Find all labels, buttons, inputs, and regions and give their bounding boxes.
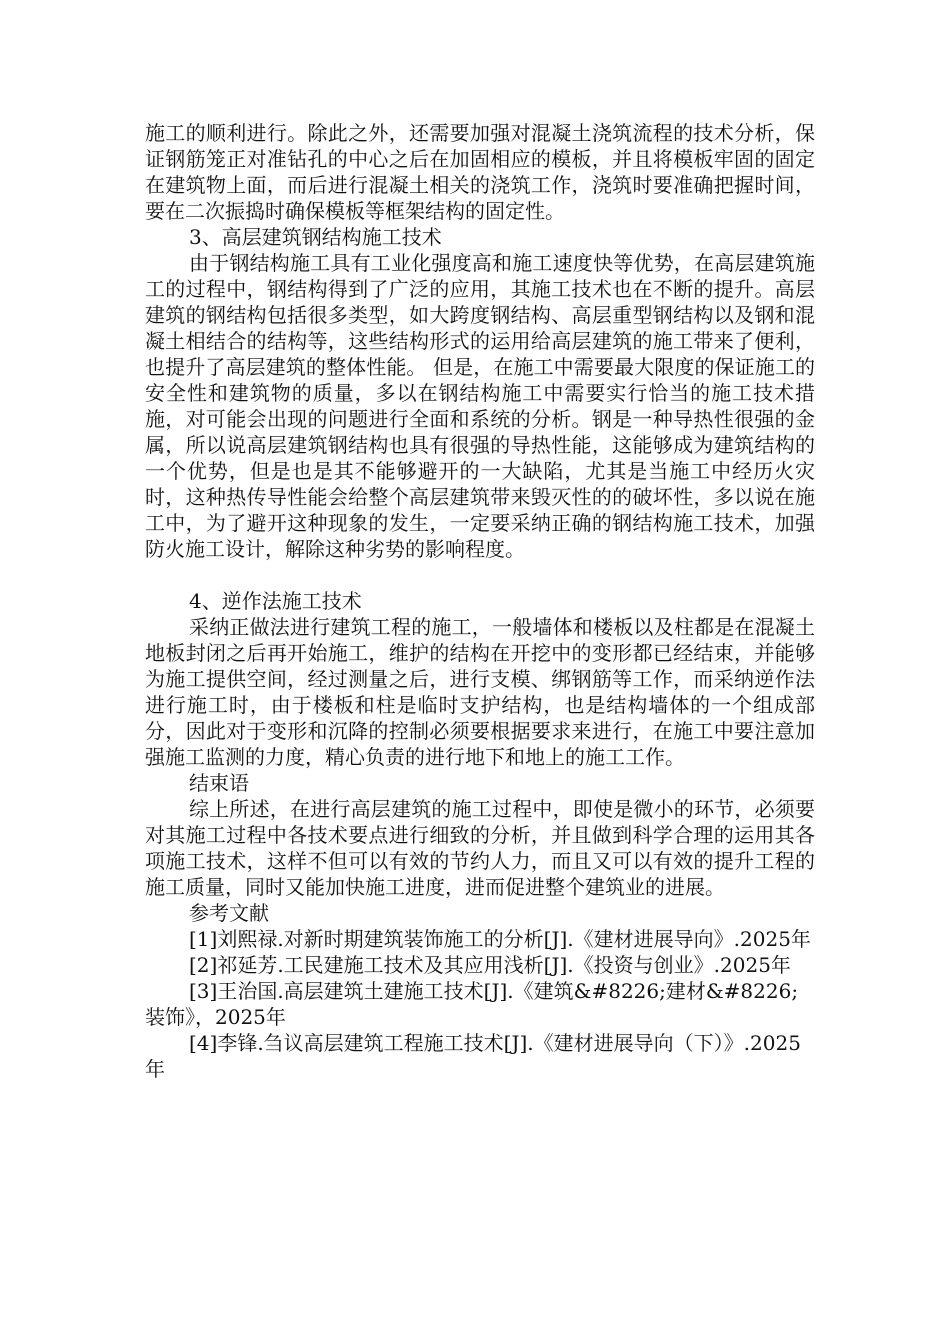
references-heading: 参考文献 — [189, 901, 269, 925]
section-heading-3: 3、高层建筑钢结构施工技术 — [189, 225, 442, 249]
paragraph-steel-structure: 由于钢结构施工具有工业化强度高和施工速度快等优势，在高层建筑施工的过程中，钢结构得到了广泛的应用，其施工技术也在不断的提升。高层建筑的钢结构包括很多类型，如大跨度钢结构、高层重型钢结构以及钢和混凝土相结合的结构等，这些结构形式的运用给高层建筑的施工带来了便利，也提升了高层建筑的整体性能。 但是，在施工中需要最大限度的保证施工的安全性和建筑物的质量，多以在钢结构施工中需要实行恰当的施工技术措施，对可能会出现的问题进行全面和系统的分析。钢是一种导热性很强的金属，所以说高层建筑钢结构也具有很强的导热性能，这能够成为建筑结构的一个优势，但是也是其不能够避开的一大缺陷，尤其是当施工中经历火灾时，这种热传导性能会给整个高层建筑带来毁灭性的的破坏性，多以说在施工中，为了避开这种现象的发生，一定要采纳正确的钢结构施工技术，加强防火施工设计，解除这种劣势的影响程度。 — [145, 251, 815, 561]
paragraph-continuation: 施工的顺利进行。除此之外，还需要加强对混凝土浇筑流程的技术分析，保证钢筋笼正对准钻孔的中心之后在加固相应的模板，并且将模板牢固的固定在建筑物上面，而后进行混凝土相关的浇筑工作，浇筑时要准确把握时间，要在二次振捣时确保模板等框架结构的固定性。 — [145, 121, 815, 223]
paragraph-top-down-method: 采纳正做法进行建筑工程的施工，一般墙体和楼板以及柱都是在混凝土地板封闭之后再开始施工，维护的结构在开挖中的变形都已经结束，并能够为施工提供空间，经过测量之后，进行支模、绑钢筋等工作，而采纳逆作法进行施工时，由于楼板和柱是临时支护结构，也是结构墙体的一个组成部分，因此对于变形和沉降的控制必须要根据要求来进行，在施工中要注意加强施工监测的力度，精心负责的进行地下和地上的施工工作。 — [145, 615, 815, 769]
document-page — [145, 120, 815, 1082]
reference-item: [4]李锋.刍议高层建筑工程施工技术[J].《建材进展导向（下）》.2025年 — [145, 1031, 801, 1081]
reference-item: [1]刘熙禄.对新时期建筑装饰施工的分析[J].《建材进展导向》.2025年 — [189, 927, 811, 951]
blank-line — [145, 562, 815, 588]
section-heading-4: 4、逆作法施工技术 — [189, 589, 362, 613]
conclusion-heading: 结束语 — [189, 771, 249, 795]
reference-item: [2]祁延芳.工民建施工技术及其应用浅析[J].《投资与创业》.2025年 — [189, 953, 791, 977]
paragraph-conclusion: 综上所述，在进行高层建筑的施工过程中，即使是微小的环节，必须要对其施工过程中各技术要点进行细致的分析，并且做到科学合理的运用其各项施工技术，这样不但可以有效的节约人力，而且又可以有效的提升工程的施工质量，同时又能加快施工进度，进而促进整个建筑业的进展。 — [145, 797, 815, 899]
reference-item: [3]王治国.高层建筑土建施工技术[J].《建筑&#8226;建材&#8226;装饰》，2025年 — [145, 979, 799, 1029]
